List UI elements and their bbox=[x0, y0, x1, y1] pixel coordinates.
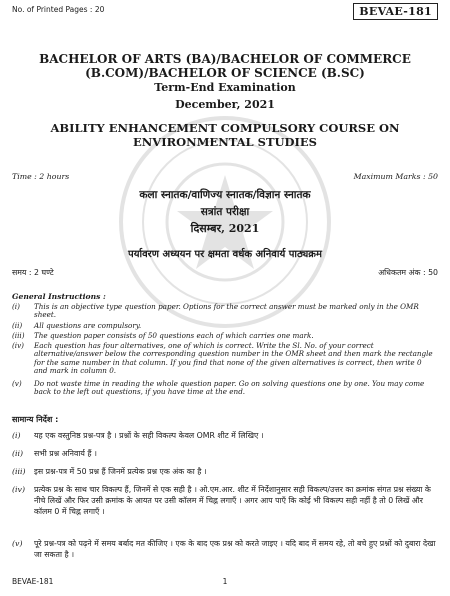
marks-label: Maximum Marks : 50 bbox=[353, 172, 438, 181]
printed-pages: No. of Printed Pages : 20 bbox=[12, 5, 105, 14]
general-instructions-title: General Instructions : bbox=[12, 292, 106, 301]
hindi-instructions-title: सामान्य निर्देश : bbox=[12, 415, 59, 424]
course-title: ABILITY ENHANCEMENT COMPULSORY COURSE ON ENVIRONMENTAL STUDIES bbox=[50, 121, 400, 149]
page-number: 1 bbox=[222, 577, 228, 586]
hindi-marks-label: अधिकतम अंक : 50 bbox=[378, 268, 438, 277]
exam-title: Term-End Examination bbox=[154, 81, 296, 94]
hindi-degree: कला स्नातक/वाणिज्य स्नातक/विज्ञान स्नातक bbox=[139, 189, 311, 201]
time-label: Time : 2 hours bbox=[12, 172, 70, 181]
hindi-exam: सत्रांत परीक्षा bbox=[200, 206, 250, 218]
degree-title: BACHELOR OF ARTS (BA)/BACHELOR OF COMMERCE (B.COM)/BACHELOR OF SCIENCE (B.SC) bbox=[39, 52, 411, 80]
hindi-date: दिसम्बर, 2021 bbox=[190, 222, 260, 235]
course-code-box: BEVAE-181 bbox=[353, 3, 438, 20]
hindi-course: पर्यावरण अध्ययन पर क्षमता वर्धक अनिवार्य पाठ्यक्रम bbox=[128, 249, 322, 260]
hindi-time-label: समय : 2 घण्टे bbox=[12, 268, 54, 277]
exam-date: December, 2021 bbox=[175, 98, 275, 111]
footer-course-code: BEVAE-181 bbox=[12, 577, 54, 586]
exam-page: No. of Printed Pages : 20 BEVAE-181 BACHELOR OF ARTS (BA)/BACHELOR OF COMMERCE (B.COM)/BACHELOR OF SCIENCE (B.SC) Term-End Examination December, 2021 ABILITY ENHANCEMENT COMPULSORY COURSE ON ENVIRONMENTAL STUDIES Time : 2 hours Maximum Marks : 50 कला स्नातक/वाणिज्य स्नातक/विज्ञान स्नातक सत्रांत परीक्षा दिसम्बर, 2021 पर्यावरण अध्ययन पर क्षमता वर्धक अनिवार्य पाठ्यक्रम समय : 2 घण्टे अधिकतम अंक : 50 General Instructions : (i) This is an objective type question paper. Options for the correct answer must be marked only in the OMR sheet. (ii) All questions are compulsory. (iii) The question paper consists of 50 questions each of which carries one mark. (iv) Each question has four alternatives, one of which is correct. Write the Sl. No. of your correct alternative/answer below the corresponding question number in the OMR sheet and then mark the rectangle for the same number in that column. If you find that none of the given alternatives is correct, then write 0 and mark in column 0. (v) Do not waste time in reading the whole question paper. Go on solving questions one by one. You may come back to the left out questions, if you have time at the end. सामान्य निर्देश : (i) यह एक वस्तुनिष्ठ प्रश्न-पत्र है । प्रश्नों के सही विकल्प केवल OMR शीट में लिखिए । (ii) सभी प्रश्न अनिवार्य हैं । (iii) इस प्रश्न-पत्र में 50 प्रश्न हैं जिनमें प्रत्येक प्रश्न एक अंक का है । (iv) प्रत्येक प्रश्न के साथ चार विकल्प हैं, जिनमें से एक सही है । ओ.एम.आर. शीट में निर्देशानुसार सही विकल्प/उत्तर का क्रमांक संगत प्रश्न संख्या के नीचे लिखें और फिर उसी क्रमांक के आयत पर उसी कॉलम में चिह्न लगाएँ । अगर आप पाएँ कि कोई भी विकल्प सही नहीं है तो 0 लिखें और कॉलम 0 में चिह्न लगाएँ । (v) पूरे प्रश्न-पत्र को पढ़ने में समय बर्बाद मत कीजिए । एक के बाद एक प्रश्न को करते जाइए । यदि बाद में समय रहे, तो बचे हुए प्रश्नों को दुबारा देखा जा सकता है । BEVAE-181 1 bbox=[0, 0, 450, 596]
